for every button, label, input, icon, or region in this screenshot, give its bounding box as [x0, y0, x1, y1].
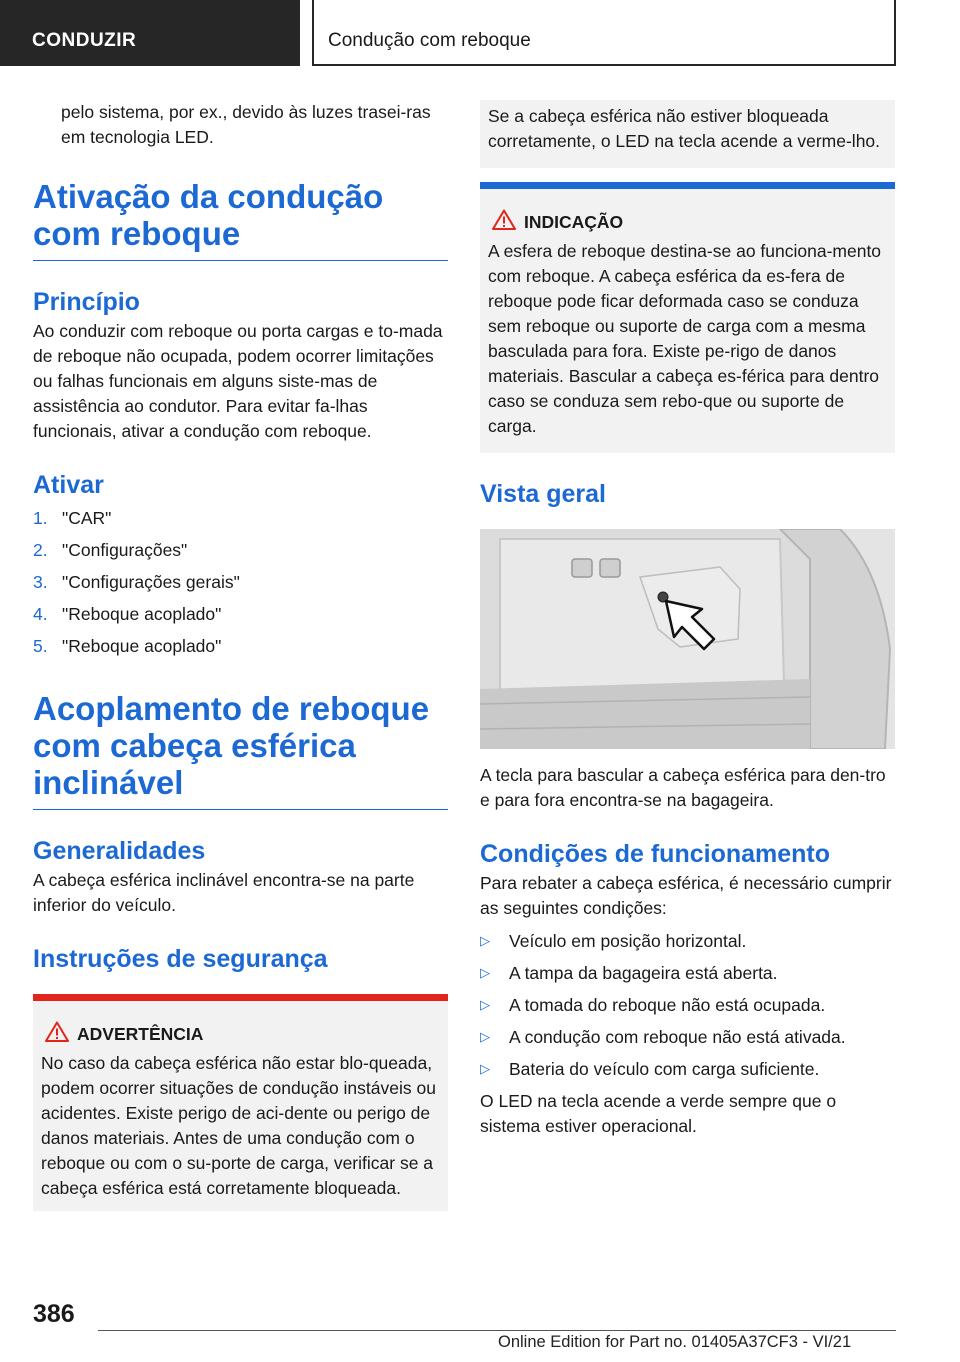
heading-activation: Ativação da condução com reboque — [33, 178, 448, 261]
note-text: A esfera de reboque destina-se ao funciona-mento com reboque. A cabeça esférica da es-fera de reboque pode ficar deformada caso se conduza sem reboque ou suporte de carga com a mesma basculada para fora. Existe pe-rigo de danos materiais. Bascular a cabeça es-férica para dentro caso se conduza sem rebo-que ou suporte de carga. — [488, 241, 882, 436]
conditions-list — [480, 925, 895, 1085]
condition-text: Bateria do veículo com carga suficiente. — [509, 1059, 820, 1079]
page-number: 386 — [33, 1300, 75, 1328]
warning-header — [41, 1021, 438, 1047]
step-number: 2. — [33, 540, 48, 560]
heading-principle: Princípio — [33, 288, 140, 316]
heading-activate: Ativar — [33, 471, 104, 499]
general-text: A cabeça esférica inclinável encontra-se na parte inferior do veículo. — [33, 870, 415, 915]
photo-caption: A tecla para bascular a cabeça esférica para den-tro e para fora encontra-se na bagageira. — [480, 765, 886, 810]
section-label: CONDUZIR — [0, 0, 300, 66]
trunk-photo — [480, 529, 895, 749]
step-number: 3. — [33, 572, 48, 592]
principle-text: Ao conduzir com reboque ou porta cargas e to-mada de reboque não ocupada, podem ocorrer limitações ou falhas funcionais em alguns siste-mas de assistência ao condutor. Para evitar fa-lhas funcionais, ativar a condução com reboque. — [33, 321, 443, 441]
step-text: "Configurações" — [62, 540, 188, 560]
step-text: "CAR" — [62, 508, 112, 528]
list-item — [480, 1053, 895, 1085]
warning-box-continued — [480, 100, 895, 168]
triangle-bullet-icon: ▷ — [480, 997, 490, 1012]
triangle-bullet-icon: ▷ — [480, 1029, 490, 1044]
heading-conditions: Condições de funcionamento — [480, 840, 831, 868]
list-item — [33, 566, 448, 598]
activation-steps — [33, 502, 448, 662]
list-item — [33, 534, 448, 566]
trunk-illustration — [480, 529, 895, 749]
step-number: 1. — [33, 508, 48, 528]
warning-continued-text: Se a cabeça esférica não estiver bloqueada corretamente, o LED na tecla acende a verme-lho. — [488, 106, 881, 151]
note-header — [488, 209, 885, 235]
left-column — [33, 100, 448, 1211]
list-item — [33, 598, 448, 630]
note-box — [480, 182, 895, 453]
footer-edition: Online Edition for Part no. 01405A37CF3 - VI/21 — [498, 1333, 852, 1351]
condition-text: A tomada do reboque não está ocupada. — [509, 995, 826, 1015]
chapter-title: Condução com reboque — [312, 0, 896, 66]
step-number: 5. — [33, 636, 48, 656]
step-number: 4. — [33, 604, 48, 624]
list-item — [480, 989, 895, 1021]
conditions-intro: Para rebater a cabeça esférica, é necessário cumprir as seguintes condições: — [480, 873, 892, 918]
list-item — [33, 630, 448, 662]
list-item — [480, 957, 895, 989]
warning-triangle-icon — [45, 1021, 77, 1047]
intro-text: pelo sistema, por ex., devido às luzes trasei-ras em tecnologia LED. — [61, 102, 431, 147]
list-item — [480, 925, 895, 957]
triangle-bullet-icon: ▷ — [480, 965, 490, 980]
condition-text: A condução com reboque não está ativada. — [509, 1027, 846, 1047]
condition-text: A tampa da bagageira está aberta. — [509, 963, 778, 983]
heading-overview: Vista geral — [480, 480, 607, 508]
list-item — [480, 1021, 895, 1053]
step-text: "Reboque acoplado" — [62, 604, 222, 624]
heading-coupling: Acoplamento de reboque com cabeça esférica inclinável — [33, 690, 448, 810]
heading-general: Generalidades — [33, 837, 206, 865]
warning-text: No caso da cabeça esférica não estar blo-queada, podem ocorrer situações de condução instáveis ou acidentes. Existe perigo de aci-dente ou perigo de danos materiais. Antes de uma condução com o reboque ou com o su-porte de carga, verificar se a cabeça esférica está corretamente bloqueada. — [41, 1053, 436, 1198]
note-triangle-icon — [492, 209, 524, 235]
warning-box — [33, 994, 448, 1211]
triangle-bullet-icon: ▷ — [480, 1061, 490, 1076]
list-item — [33, 502, 448, 534]
heading-safety: Instruções de segurança — [33, 945, 328, 973]
step-text: "Configurações gerais" — [62, 572, 240, 592]
step-text: "Reboque acoplado" — [62, 636, 222, 656]
right-column — [480, 100, 895, 1149]
triangle-bullet-icon: ▷ — [480, 933, 490, 948]
warning-label: ADVERTÊNCIA — [77, 1023, 204, 1044]
led-text: O LED na tecla acende a verde sempre que o sistema estiver operacional. — [480, 1091, 837, 1136]
page-header — [0, 0, 960, 66]
note-label: INDICAÇÃO — [524, 211, 624, 232]
footer-divider — [98, 1330, 896, 1331]
condition-text: Veículo em posição horizontal. — [509, 931, 747, 951]
